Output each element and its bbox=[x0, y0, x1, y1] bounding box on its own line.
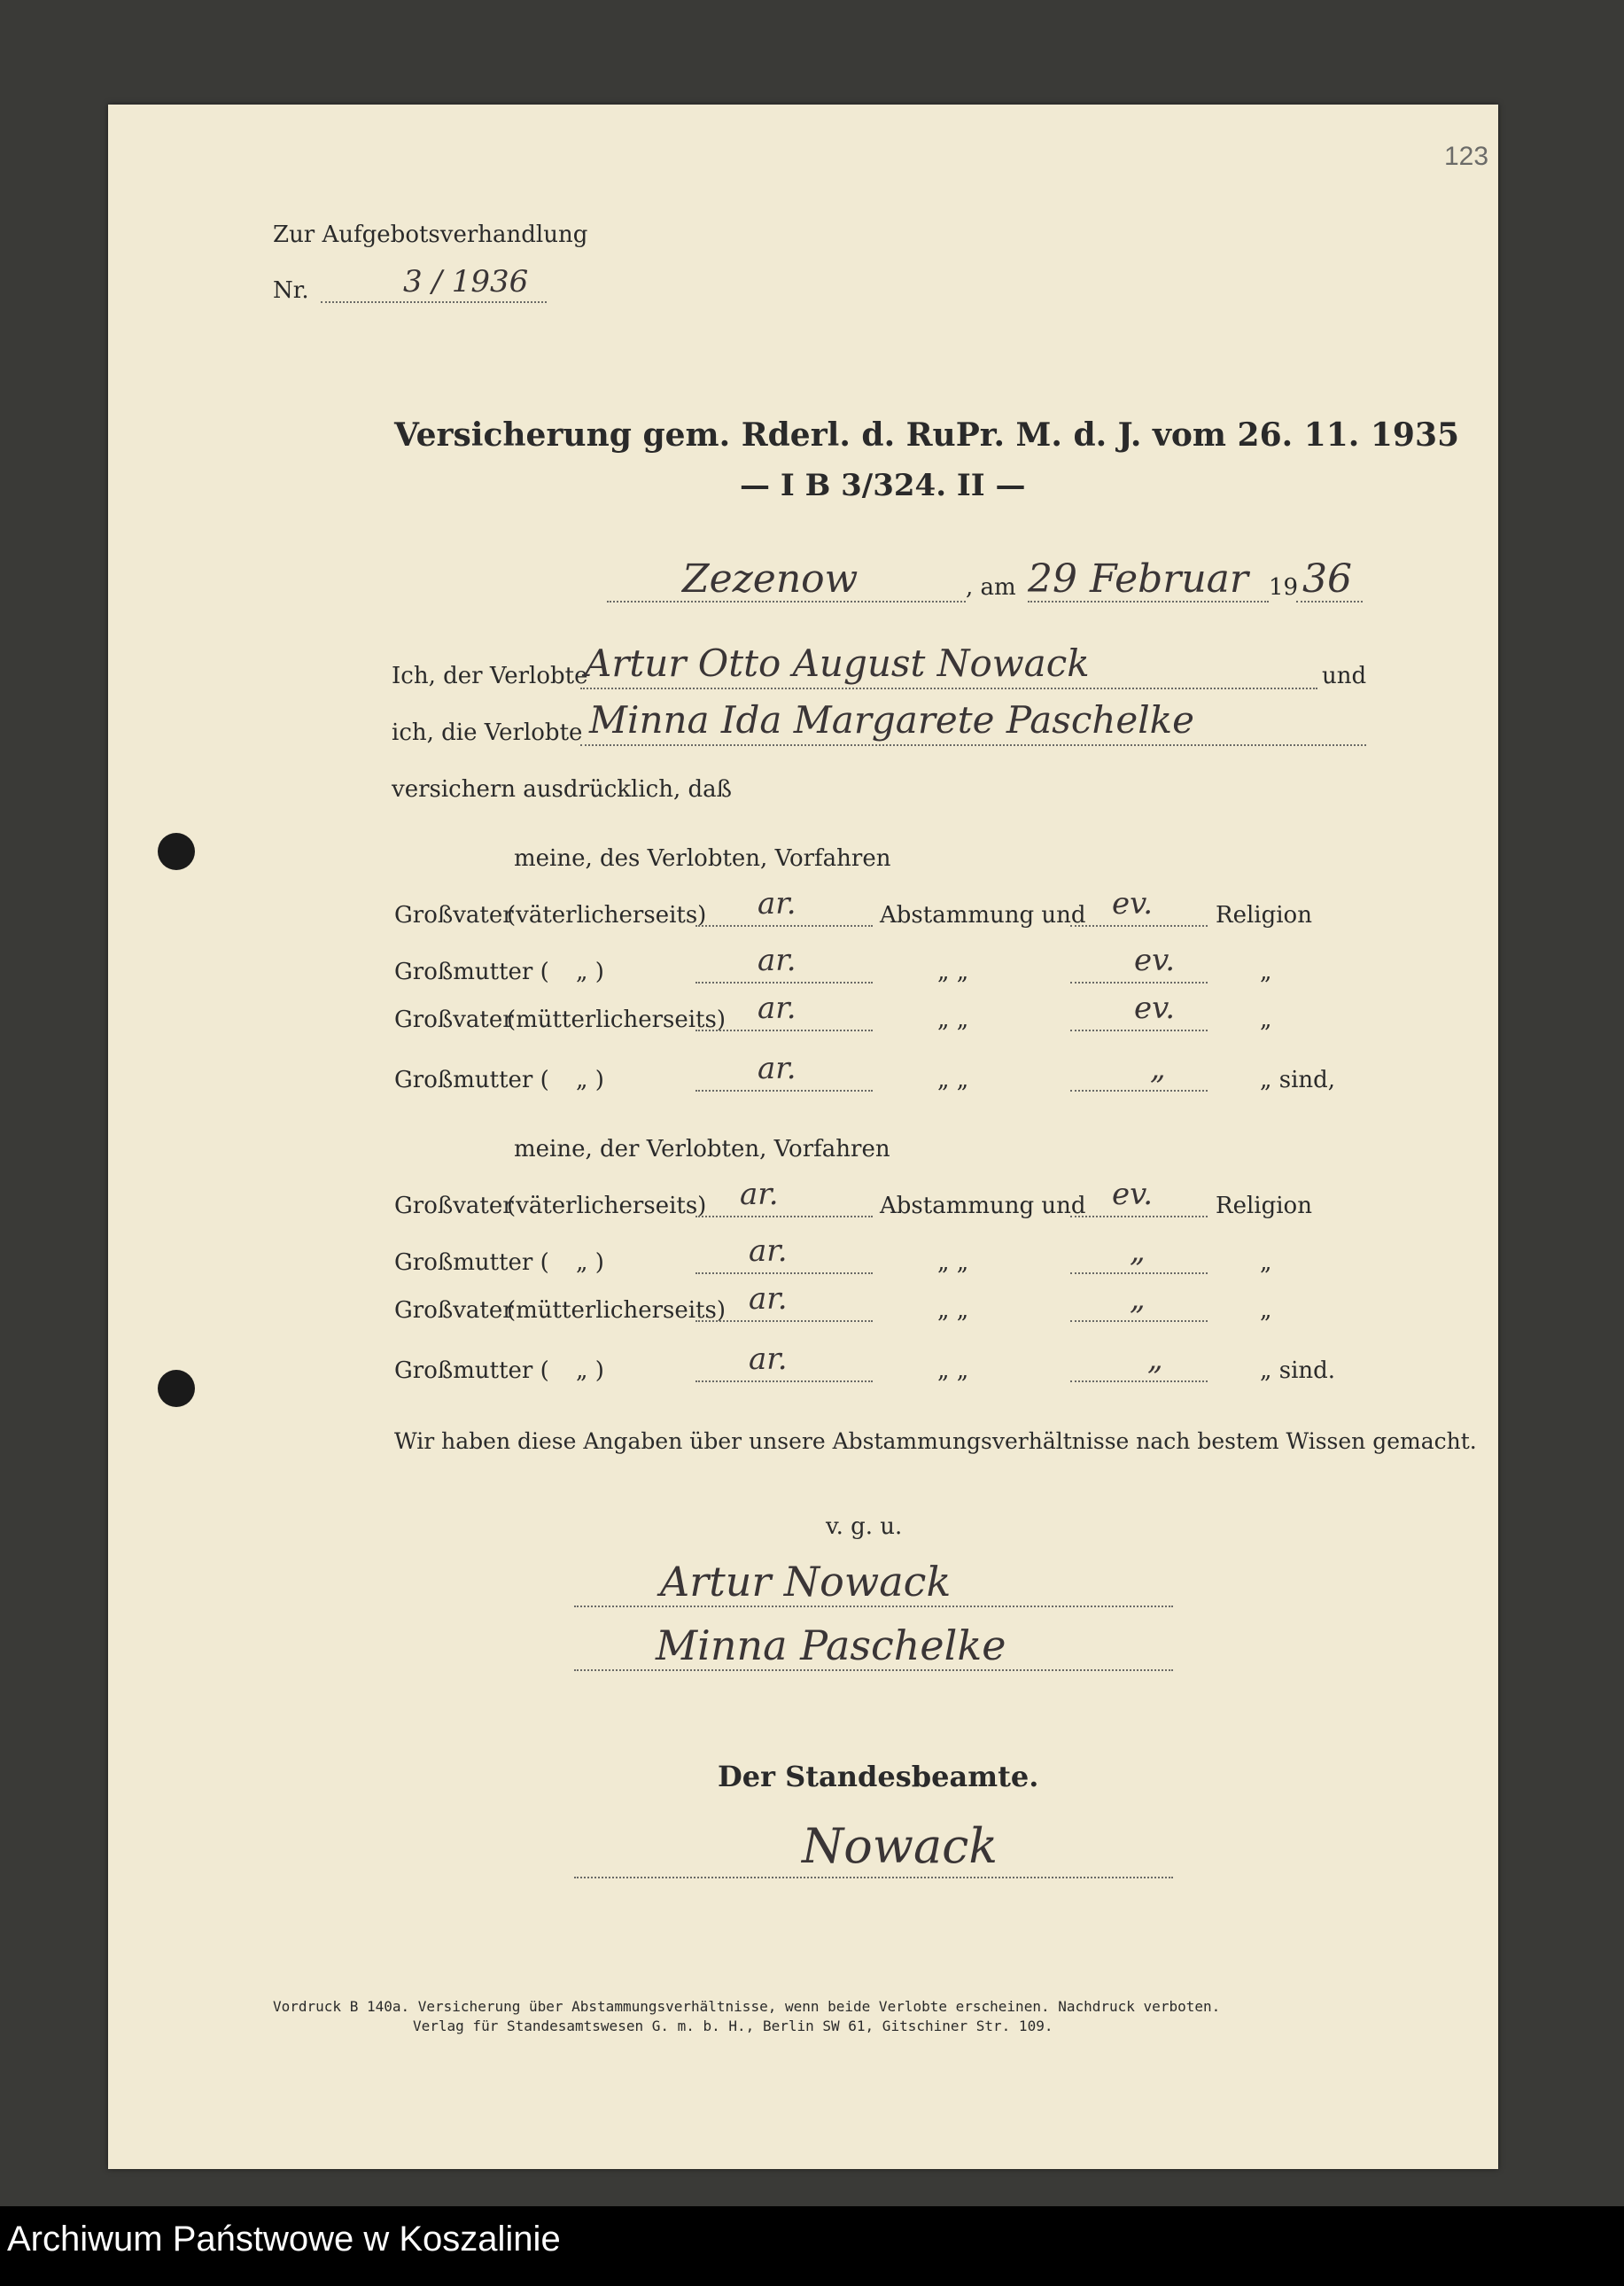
imprint-line-2: Verlag für Standesamtswesen G. m. b. H., Berlin SW 61, Gitschiner Str. 109. bbox=[413, 2018, 1053, 2034]
abst-label: „ „ bbox=[937, 1297, 969, 1324]
abst-label: „ „ bbox=[937, 1357, 969, 1384]
abst-label: „ „ bbox=[937, 1067, 969, 1093]
religion-line bbox=[1070, 1030, 1208, 1031]
row-label: Großvater bbox=[394, 1007, 514, 1033]
abstammung-value: ar. bbox=[758, 943, 796, 978]
place-value: Zezenow bbox=[682, 556, 859, 602]
abst-label: „ „ bbox=[937, 959, 969, 985]
rel-label: Religion bbox=[1216, 902, 1312, 929]
rel-label: „ bbox=[1260, 959, 1272, 985]
year-prefix: 19 bbox=[1269, 574, 1299, 601]
abst-label: „ „ bbox=[937, 1249, 969, 1276]
nr-value: 3 / 1936 bbox=[403, 264, 529, 299]
standesbeamte-label: Der Standesbeamte. bbox=[718, 1760, 1039, 1793]
religion-value: ev. bbox=[1112, 1177, 1154, 1212]
statement-text: Wir haben diese Angaben über unsere Abstammungsverhältnisse nach bestem Wissen gemacht. bbox=[394, 1428, 1477, 1454]
abstammung-value: ar. bbox=[740, 1177, 779, 1212]
religion-value: „ bbox=[1147, 1341, 1163, 1377]
section-he-heading: meine, des Verlobten, Vorfahren bbox=[514, 845, 891, 872]
row-side: „ ) bbox=[576, 1249, 604, 1276]
row-label: Großvater bbox=[394, 1193, 514, 1219]
und-label: und bbox=[1322, 663, 1367, 689]
rel-label: „ sind, bbox=[1260, 1067, 1336, 1093]
religion-line bbox=[1070, 982, 1208, 984]
year-suffix: 36 bbox=[1302, 556, 1352, 602]
abst-label: „ „ bbox=[937, 1007, 969, 1033]
he-name: Artur Otto August Nowack bbox=[585, 641, 1090, 685]
religion-line bbox=[1070, 925, 1208, 927]
document-title: Versicherung gem. Rderl. d. RuPr. M. d. J. vom 26. 11. 1935 bbox=[394, 416, 1460, 454]
rel-label: „ bbox=[1260, 1007, 1272, 1033]
religion-line bbox=[1070, 1320, 1208, 1322]
abstammung-line bbox=[695, 925, 873, 927]
he-label: Ich, der Verlobte bbox=[392, 663, 588, 689]
abstammung-value: ar. bbox=[749, 1233, 788, 1269]
row-side: „ ) bbox=[576, 1067, 604, 1093]
row-side: (väterlicherseits) bbox=[507, 1193, 707, 1219]
she-label: ich, die Verlobte bbox=[392, 719, 583, 746]
abst-label: Abstammung und bbox=[880, 902, 1086, 929]
abstammung-line bbox=[695, 1090, 873, 1092]
versichern-text: versichern ausdrücklich, daß bbox=[392, 776, 732, 803]
abstammung-value: ar. bbox=[758, 991, 796, 1026]
archive-footer-text: Archiwum Państwowe w Koszalinie bbox=[7, 2220, 561, 2259]
nr-line bbox=[321, 301, 547, 303]
he-name-line bbox=[580, 688, 1317, 689]
signature-1: Artur Nowack bbox=[660, 1558, 952, 1606]
nr-label: Nr. bbox=[273, 277, 309, 304]
abstammung-value: ar. bbox=[758, 886, 796, 921]
row-side: (väterlicherseits) bbox=[507, 902, 707, 929]
imprint-line-1: Vordruck B 140a. Versicherung über Abstammungsverhältnisse, wenn beide Verlobte erscheinen. Nachdruck verboten. bbox=[273, 1998, 1221, 2015]
row-label: Großmutter ( bbox=[394, 1067, 549, 1093]
row-side: (mütterlicherseits) bbox=[507, 1007, 726, 1033]
she-name: Minna Ida Margarete Paschelke bbox=[589, 698, 1194, 742]
row-side: „ ) bbox=[576, 1357, 604, 1384]
section-she-heading: meine, der Verlobten, Vorfahren bbox=[514, 1136, 890, 1162]
abstammung-value: ar. bbox=[749, 1341, 788, 1377]
row-label: Großmutter ( bbox=[394, 1357, 549, 1384]
abstammung-line bbox=[695, 1380, 873, 1382]
religion-value: ev. bbox=[1134, 943, 1176, 978]
punch-hole-top bbox=[158, 833, 195, 870]
page-number: 123 bbox=[1444, 142, 1489, 171]
religion-line bbox=[1070, 1216, 1208, 1217]
vgu-label: v. g. u. bbox=[826, 1513, 903, 1540]
she-name-line bbox=[580, 744, 1366, 746]
religion-value: ev. bbox=[1134, 991, 1176, 1026]
religion-line bbox=[1070, 1272, 1208, 1274]
standesbeamte-signature-line bbox=[574, 1877, 1173, 1878]
religion-line bbox=[1070, 1380, 1208, 1382]
row-label: Großvater bbox=[394, 1297, 514, 1324]
abstammung-value: ar. bbox=[749, 1281, 788, 1317]
row-label: Großvater bbox=[394, 902, 514, 929]
abstammung-line bbox=[695, 1030, 873, 1031]
signature-line-2 bbox=[574, 1669, 1173, 1671]
abstammung-line bbox=[695, 1216, 873, 1217]
am-label: , am bbox=[966, 574, 1016, 601]
abst-label: Abstammung und bbox=[880, 1193, 1086, 1219]
religion-value: „ bbox=[1130, 1233, 1146, 1269]
standesbeamte-signature: Nowack bbox=[802, 1818, 998, 1874]
religion-line bbox=[1070, 1090, 1208, 1092]
religion-value: „ bbox=[1130, 1281, 1146, 1317]
signature-2: Minna Paschelke bbox=[656, 1621, 1006, 1669]
rel-label: Religion bbox=[1216, 1193, 1312, 1219]
religion-value: „ bbox=[1150, 1051, 1166, 1086]
document-subtitle: — I B 3/324. II — bbox=[740, 468, 1026, 503]
rel-label: „ bbox=[1260, 1297, 1272, 1324]
row-label: Großmutter ( bbox=[394, 959, 549, 985]
rel-label: „ bbox=[1260, 1249, 1272, 1276]
abstammung-line bbox=[695, 982, 873, 984]
date-value: 29 Februar bbox=[1028, 556, 1248, 602]
row-side: „ ) bbox=[576, 959, 604, 985]
row-side: (mütterlicherseits) bbox=[507, 1297, 726, 1324]
row-label: Großmutter ( bbox=[394, 1249, 549, 1276]
abstammung-line bbox=[695, 1272, 873, 1274]
religion-value: ev. bbox=[1112, 886, 1154, 921]
abstammung-value: ar. bbox=[758, 1051, 796, 1086]
abstammung-line bbox=[695, 1320, 873, 1322]
aufgebot-label: Zur Aufgebotsverhandlung bbox=[273, 222, 588, 248]
signature-line-1 bbox=[574, 1606, 1173, 1607]
rel-label: „ sind. bbox=[1260, 1357, 1336, 1384]
punch-hole-bottom bbox=[158, 1370, 195, 1407]
